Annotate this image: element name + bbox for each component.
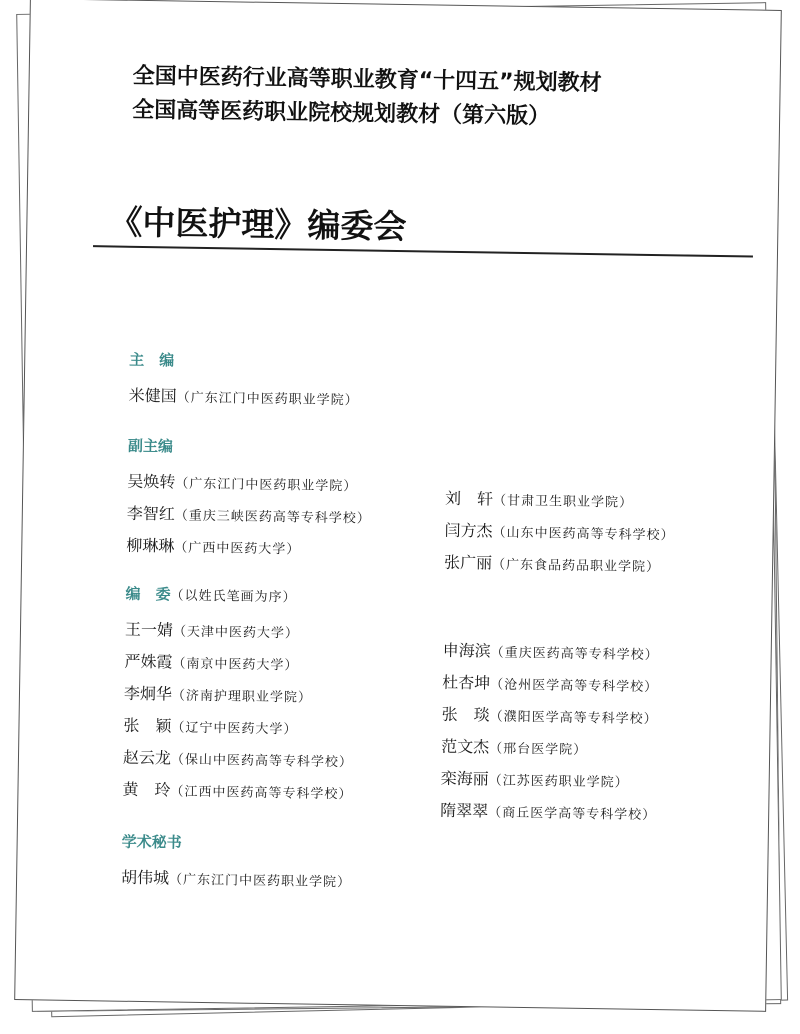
member-affiliation: （广东江门中医药职业学院） [168, 872, 352, 891]
page-title: 《中医护理》编委会 [109, 202, 407, 247]
section-secretary-label: 学术秘书 [121, 832, 182, 852]
chief-editor-row [129, 383, 359, 410]
member-name: 张 颖 [123, 715, 172, 736]
section-deputy-label: 副主编 [127, 436, 174, 456]
editors-order-note: （以姓氏笔画为序） [170, 588, 297, 606]
editor-left-row [123, 713, 297, 739]
editor-left-row [125, 617, 299, 643]
member-name: 李智红 [126, 503, 175, 524]
title-rule [93, 245, 753, 257]
section-chief-label: 主 编 [129, 350, 175, 370]
deputy-left-row [127, 469, 357, 496]
deputy-right-row [444, 518, 674, 545]
member-name: 李炯华 [123, 683, 173, 704]
member-affiliation: （江西中医药高等专科学校） [170, 784, 353, 803]
member-affiliation: （广东江门中医药职业学院） [175, 476, 358, 495]
member-name: 严姝霞 [124, 651, 173, 672]
deputy-right-row [444, 550, 660, 576]
deputy-left-row [126, 533, 300, 559]
deputy-left-row [127, 501, 371, 528]
member-name: 杜杏坤 [442, 672, 491, 693]
member-affiliation: （辽宁中医药大学） [171, 720, 298, 738]
editors-label-text: 编 委 [125, 584, 171, 604]
member-name: 黄 玲 [122, 779, 171, 800]
member-name: 栾海丽 [440, 768, 489, 789]
member-affiliation: （天津中医药大学） [172, 624, 300, 642]
member-name: 米健国 [128, 385, 177, 406]
member-name: 隋翠翠 [440, 800, 489, 821]
member-name: 闫方杰 [444, 520, 493, 541]
member-affiliation: （濮阳医学高等专科学校） [489, 709, 658, 728]
secretary-row [121, 865, 351, 892]
member-affiliation: （商丘医学高等专科学校） [488, 805, 657, 824]
member-affiliation: （山东中医药高等专科学校） [492, 525, 675, 544]
editor-right-row [441, 766, 629, 792]
editor-left-row [124, 681, 312, 707]
member-affiliation: （重庆医药高等专科学校） [490, 645, 659, 664]
editor-left-row [123, 745, 353, 772]
member-affiliation: （重庆三峡医药高等专科学校） [174, 508, 371, 527]
member-name: 申海滨 [442, 640, 491, 661]
editor-right-row [443, 638, 659, 664]
member-affiliation: （广东江门中医药职业学院） [176, 390, 359, 409]
member-name: 张 琰 [441, 704, 490, 725]
section-editors-label [125, 583, 296, 607]
member-name: 张广丽 [443, 552, 493, 573]
member-affiliation: （南京中医药大学） [172, 656, 299, 674]
member-affiliation: （邢台医学院） [489, 741, 588, 759]
member-affiliation: （甘肃卫生职业学院） [492, 493, 634, 511]
editor-right-row [442, 702, 658, 728]
member-name: 柳琳琳 [126, 535, 175, 556]
member-name: 吴焕转 [127, 471, 176, 492]
member-name: 刘 轩 [444, 488, 494, 509]
member-name: 范文杰 [441, 736, 490, 757]
member-affiliation: （广东食品药品职业学院） [491, 557, 661, 576]
member-affiliation: （沧州医学高等专科学校） [490, 677, 659, 696]
editor-left-row [124, 649, 298, 675]
member-affiliation: （保山中医药高等专科学校） [170, 752, 354, 771]
series-line-1: 全国中医药行业高等职业教育“十四五”规划教材 [132, 63, 602, 97]
editor-left-row [122, 777, 352, 804]
member-affiliation: （济南护理职业学院） [171, 688, 313, 706]
editor-right-row [441, 734, 587, 759]
member-name: 胡伟城 [120, 867, 170, 888]
member-affiliation: （广西中医药大学） [174, 540, 301, 558]
editor-right-row [440, 798, 656, 824]
member-affiliation: （江苏医药职业学院） [488, 773, 629, 791]
deputy-right-row [445, 486, 633, 512]
series-line-2: 全国高等医药职业院校规划教材（第六版） [131, 97, 551, 130]
editor-right-row [442, 670, 658, 696]
member-name: 王一婧 [124, 619, 174, 640]
member-name: 赵云龙 [122, 747, 172, 768]
document-page [14, 0, 782, 1012]
